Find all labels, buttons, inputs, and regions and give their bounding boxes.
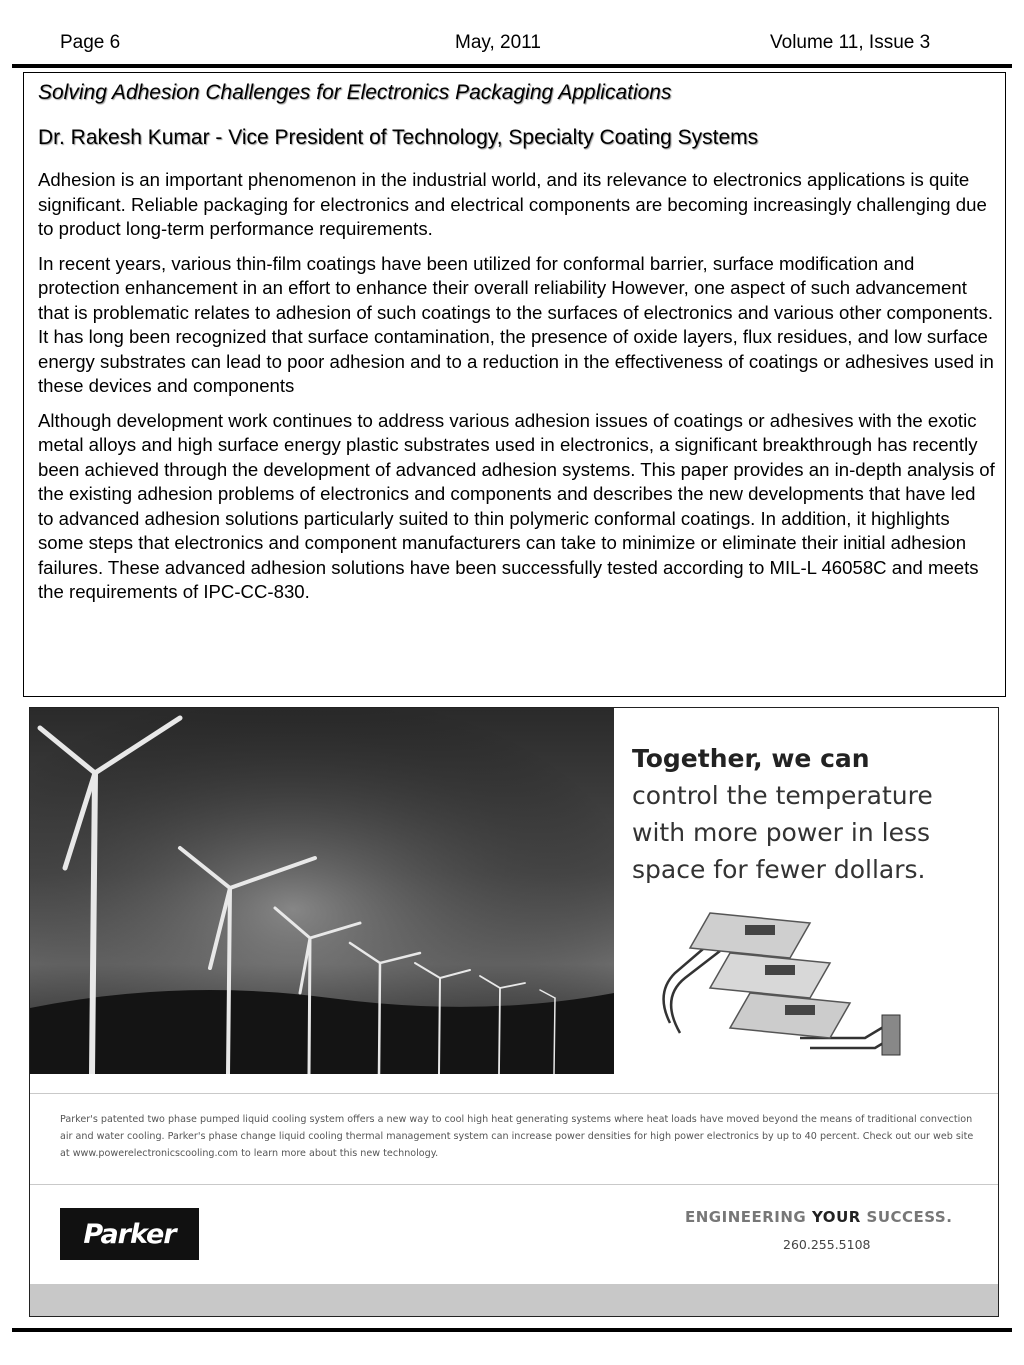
tagline-engineering: ENGINEERING [685, 1208, 807, 1226]
ad-divider [30, 1184, 999, 1185]
tagline-your: YOUR [811, 1208, 861, 1226]
ad-divider [30, 1093, 999, 1094]
ad-headline [632, 740, 992, 888]
article-paragraph-2: In recent years, various thin-film coatings have been utilized for conformal barrier, surface modification and protection enhancement in an effort to enhance their overall reliability However, one aspect of such advancement that is problematic relates to adhesion of such coatings to the surfaces of electronics and various other components. It has long been recognized that surface contamination, the presence of oxide layers, flux residues, and low surface energy substrates can lead to poor adhesion and to a reduction in the effectiveness of coatings or adhesives used in these devices and components [38, 252, 994, 396]
footer-rule [12, 1328, 1012, 1332]
article-paragraph-1: Adhesion is an important phenomenon in the industrial world, and its relevance to electronics applications is quite significant. Reliable packaging for electronics and electrical components are becoming increasingly challenging due to product long-term performance requirements. [38, 169, 987, 239]
article-author: Dr. Rakesh Kumar - Vice President of Technology, Specialty Coating Systems [38, 126, 759, 149]
ad-headline-line-2: with more power in less [632, 818, 931, 847]
parker-logo: Parker [60, 1208, 199, 1260]
volume-issue: Volume 11, Issue 3 [770, 32, 931, 53]
article-body [38, 168, 996, 615]
ad-tagline [685, 1208, 952, 1226]
ad-footer-band [30, 1284, 999, 1317]
ad-phone-number: 260.255.5108 [783, 1237, 871, 1252]
issue-date: May, 2011 [455, 32, 541, 53]
page-number: Page 6 [60, 32, 121, 53]
ad-headline-line-1: control the temperature [632, 781, 933, 810]
ad-headline-line-3: space for fewer dollars. [632, 855, 926, 884]
header-rule [12, 64, 1012, 68]
ad-body-copy: Parker's patented two phase pumped liquid cooling system offers a new way to cool high heat generating systems where heat loads have moved beyond the means of traditional convection air and water cooling. Parker's phase change liquid cooling thermal management system can increase power densities for high power electronics by up to 40 percent. Check out our web site at www.powerelectronicscooling.com to learn more about this new technology. [60, 1114, 974, 1159]
wind-turbines-photo [30, 708, 614, 1074]
liquid-cooling-modules-image [650, 903, 920, 1063]
ad-headline-bold: Together, we can [632, 744, 870, 773]
parker-advertisement [29, 707, 999, 1317]
article-title: Solving Adhesion Challenges for Electronics Packaging Applications [38, 81, 672, 104]
tagline-success: SUCCESS. [866, 1208, 953, 1226]
article-box [23, 72, 1006, 697]
article-paragraph-3: Although development work continues to address various adhesion issues of coatings or adhesives with the exotic metal alloys and high surface energy plastic substrates used in electronics, a significant breakthrough has recently been achieved through the development of advanced adhesion systems. This paper provides an in-depth analysis of the existing adhesion problems of electronics and components and describes the new developments that have led to advanced adhesion solutions particularly suited to thin polymeric conformal coatings. In addition, it highlights some steps that electronics and component manufacturers can take to minimize or eliminate their initial adhesion failures. These advanced adhesion solutions have been successfully tested according to MIL-L 46058C and meets the requirements of IPC-CC-830. [38, 409, 995, 602]
